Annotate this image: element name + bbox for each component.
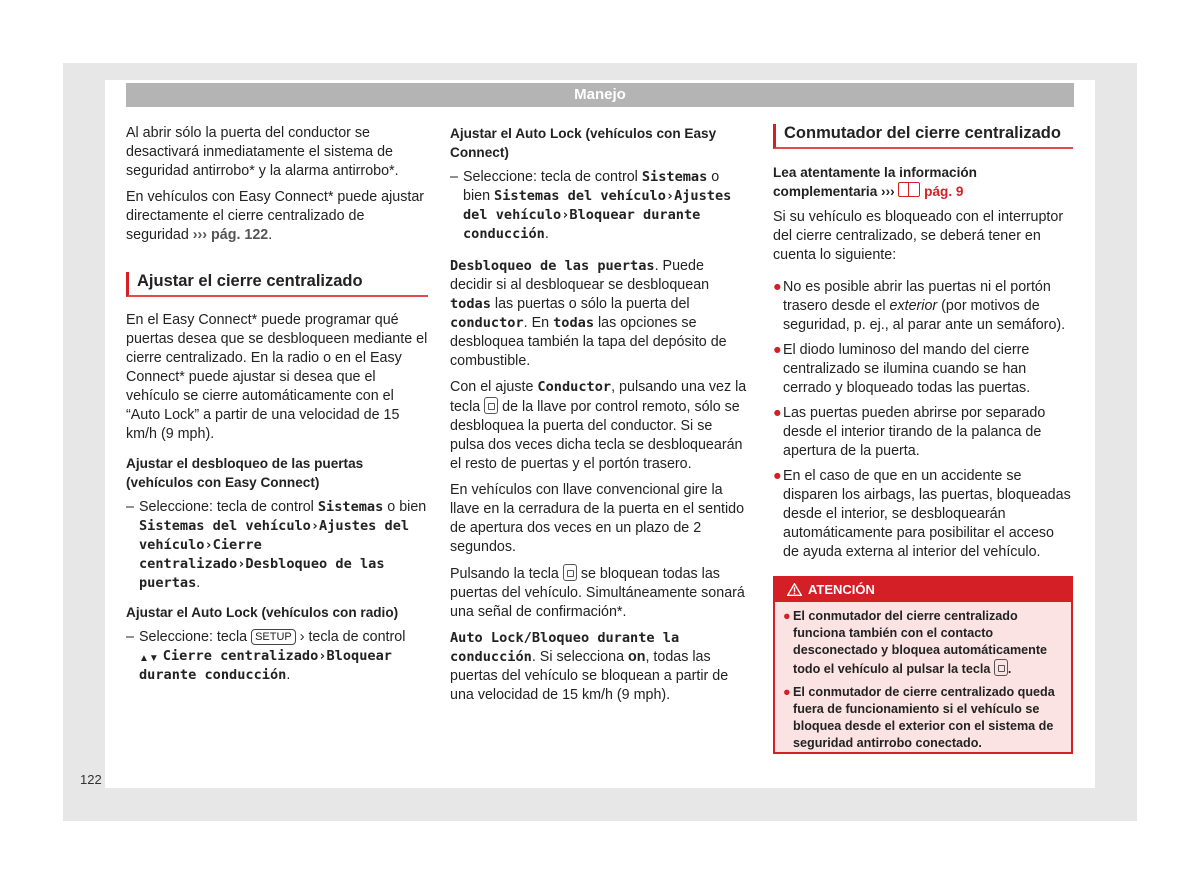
paragraph: Desbloqueo de las puertas. Puede decidir si al desbloquear se desbloquean todas las puertas o sólo la puerta del conductor. En todas las opciones se desbloquea también la tapa del depósito de combustible. — [450, 258, 727, 369]
setup-key-icon: SETUP — [251, 629, 296, 645]
column-left — [126, 124, 428, 692]
column-middle — [450, 124, 748, 712]
list-item: ● El conmutador del cierre centralizado funciona también con el contacto desconectado y bloquea automáticamente todo el vehículo al pulsar la tecla . — [783, 609, 1048, 676]
unlock-key-icon — [484, 397, 498, 414]
section-title: Ajustar el cierre centralizado — [126, 272, 428, 297]
up-down-arrow-icon: ▲▼ — [139, 653, 159, 664]
paragraph: En vehículos con llave convencional gire la llave en la cerradura de la puerta en el sentido de apertura dos veces en un plazo de 2 segundos. — [450, 482, 745, 555]
page-reference-link[interactable]: ››› pág. 122 — [192, 227, 269, 243]
list-item: ● No es posible abrir las puertas ni el portón trasero desde el exterior (por motivos de seguridad, p. ej., al parar ante un semáforo). — [773, 279, 1066, 333]
warning-header — [775, 578, 1071, 602]
subheading: Ajustar el Auto Lock (vehículos con Easy Connect) — [450, 126, 717, 160]
subheading: Ajustar el desbloqueo de las puertas (vehículos con Easy Connect) — [126, 456, 364, 490]
list-item: ● El conmutador de cierre centralizado queda fuera de funcionamiento si el vehículo se bloquea desde el exterior con el sistema de seguridad antirrobo conectado. — [783, 685, 1055, 750]
column-right — [773, 124, 1073, 568]
paragraph: Auto Lock/Bloqueo durante la conducción. Si selecciona on, todas las puertas del vehículo se bloquean a partir de una velocidad de 15 km/h (9 mph). — [450, 630, 729, 703]
paragraph: En vehículos con Easy Connect* puede ajustar directamente el cierre centralizado de seguridad ››› pág. 122. — [126, 189, 425, 243]
warning-body — [775, 602, 1071, 752]
warning-triangle-icon — [787, 583, 802, 596]
paragraph: Al abrir sólo la puerta del conductor se desactivará inmediatamente el sistema de seguridad antirrobo* y la alarma antirrobo*. — [126, 125, 399, 179]
warning-title: ATENCIÓN — [808, 582, 875, 597]
list-item: ● En el caso de que en un accidente se disparen los airbags, las puertas, bloqueadas desde el interior, se desbloquearán automáticamente para posibilitar el acceso de ayuda externa al interior del vehículo. — [773, 468, 1071, 560]
section-header: Manejo — [126, 83, 1074, 107]
paragraph: Con el ajuste Conductor, pulsando una vez la tecla de la llave por control remoto, sólo se desbloquea la puerta del conductor. Si se pulsa dos veces dicha tecla se desbloquearán el resto de puertas y el portón trasero. — [450, 379, 747, 472]
paragraph: Si su vehículo es bloqueado con el interruptor del cierre centralizado, se deberá tener en cuenta lo siguiente: — [773, 209, 1064, 263]
paragraph: En el Easy Connect* puede programar qué puertas desea que se desbloqueen mediante el cierre centralizado. En la radio o en el Easy Connect* puede ajustar si desea que el vehículo se cierre automáticamente con el “Auto Lock” a partir de una velocidad de 15 km/h (9 mph). — [126, 312, 428, 442]
page-number: 122 — [80, 772, 102, 787]
book-icon — [898, 182, 920, 197]
list-item: – Seleccione: tecla de control Sistemas o bien Sistemas del vehículo›Ajustes del vehículo›Cierre centralizado›Desbloqueo de las puertas. — [126, 499, 427, 591]
list-item: ● El diodo luminoso del mando del cierre centralizado se ilumina cuando se han cerrado y bloqueado todas las puertas. — [773, 342, 1031, 396]
lock-key-icon — [563, 564, 577, 581]
page-reference-link[interactable]: pág. 9 — [920, 184, 964, 199]
section-title: Conmutador del cierre centralizado — [773, 124, 1073, 149]
lead-note: Lea atentamente la información complementaria ››› pág. 9 — [773, 165, 977, 199]
list-item: – Seleccione: tecla de control Sistemas o bien Sistemas del vehículo›Ajustes del vehículo›Bloquear durante conducción. — [450, 169, 732, 242]
list-item: ● Las puertas pueden abrirse por separado desde el interior tirando de la palanca de apertura de la puerta. — [773, 405, 1046, 459]
subheading: Ajustar el Auto Lock (vehículos con radio) — [126, 605, 399, 620]
warning-box — [773, 576, 1073, 754]
list-item: – Seleccione: tecla SETUP › tecla de control ▲▼ Cierre centralizado›Bloquear durante conducción. — [126, 629, 406, 683]
lock-key-icon — [994, 659, 1008, 676]
paragraph: Pulsando la tecla se bloquean todas las puertas del vehículo. Simultáneamente sonará una señal de confirmación*. — [450, 566, 745, 620]
